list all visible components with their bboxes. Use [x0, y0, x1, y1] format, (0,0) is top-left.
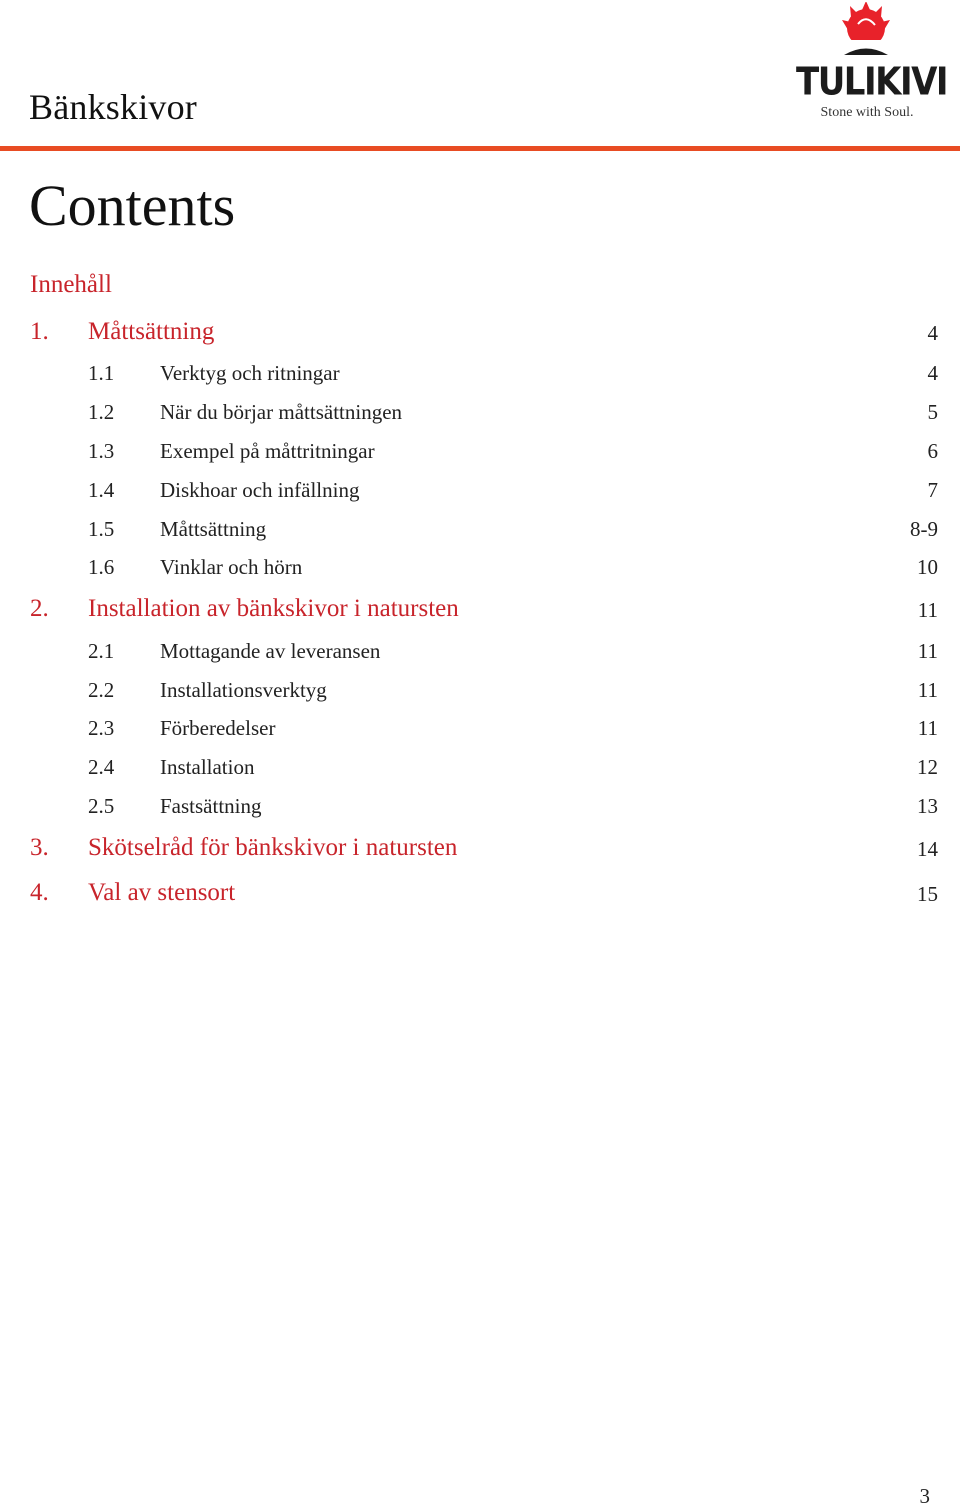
toc-entry-number: 1.3	[88, 439, 115, 463]
toc-entry-number: 2.3	[88, 716, 115, 740]
toc-entry-page: 13	[917, 794, 938, 818]
toc-entry-number: 1.1	[88, 361, 115, 385]
toc-entry-number: 2.5	[88, 794, 115, 818]
toc-entry-page: 5	[927, 400, 938, 424]
toc-entry-page: 11	[917, 639, 938, 663]
toc-entry-label: Mottagande av leveransen	[160, 639, 381, 663]
toc-entry-label: Installationsverktyg	[160, 678, 327, 702]
toc-heading: Innehåll	[30, 271, 112, 298]
document-title: Bänkskivor	[29, 87, 197, 127]
toc-entry-label: Exempel på måttritningar	[160, 439, 375, 463]
toc-entry-label: Fastsättning	[160, 794, 262, 818]
toc-entry-page: 4	[927, 321, 938, 345]
flame-icon	[796, 2, 938, 62]
toc-entry-label: Verktyg och ritningar	[160, 361, 340, 385]
tulikivi-logo	[796, 2, 948, 124]
toc-entry-label: Diskhoar och infällning	[160, 478, 360, 502]
toc-entry-page: 10	[917, 555, 938, 579]
toc-entry-page: 11	[917, 598, 938, 622]
toc-entry-label: När du börjar måttsättningen	[160, 400, 403, 424]
toc-entry-number: 1.	[30, 318, 49, 345]
toc-entry-number: 1.2	[88, 400, 115, 424]
toc-entry-page: 11	[917, 716, 938, 740]
toc-entry-page: 15	[917, 882, 938, 906]
toc-entry-number: 2.2	[88, 678, 115, 702]
toc-entry-number: 2.4	[88, 755, 115, 779]
toc-entry-number: 3.	[30, 834, 49, 861]
toc-entry-label: Måttsättning	[88, 318, 215, 345]
header-rule	[0, 146, 960, 151]
toc-entry-label: Måttsättning	[160, 517, 267, 541]
toc-entry-page: 11	[917, 678, 938, 702]
toc-entry-number: 2.	[30, 595, 49, 622]
toc-entry-page: 4	[927, 361, 938, 385]
toc-entry-label: Installation	[160, 755, 255, 779]
page-number: 3	[919, 1484, 930, 1508]
toc-entry-label: Val av stensort	[88, 879, 236, 906]
toc-entry-number: 2.1	[88, 639, 115, 663]
logo-tagline: Stone with Soul.	[820, 105, 914, 120]
toc-entry-number: 4.	[30, 879, 49, 906]
toc-entry-number: 1.4	[88, 478, 115, 502]
toc-entry-page: 12	[917, 755, 938, 779]
toc-entry-label: Skötselråd för bänkskivor i natursten	[88, 834, 458, 861]
toc-entry-number: 1.6	[88, 555, 115, 579]
toc-entry-page: 6	[927, 439, 938, 463]
toc-entry-label: Förberedelser	[160, 716, 276, 740]
toc-entry-page: 7	[927, 478, 938, 502]
toc-entry-number: 1.5	[88, 517, 115, 541]
toc-entry-page: 14	[917, 837, 938, 861]
toc-entry-page: 8-9	[910, 517, 938, 541]
logo-wordmark: TULIKIVI	[796, 60, 948, 105]
contents-title: Contents	[29, 173, 236, 238]
toc-entry-label: Vinklar och hörn	[160, 555, 303, 579]
toc-entry-label: Installation av bänkskivor i natursten	[88, 595, 459, 622]
